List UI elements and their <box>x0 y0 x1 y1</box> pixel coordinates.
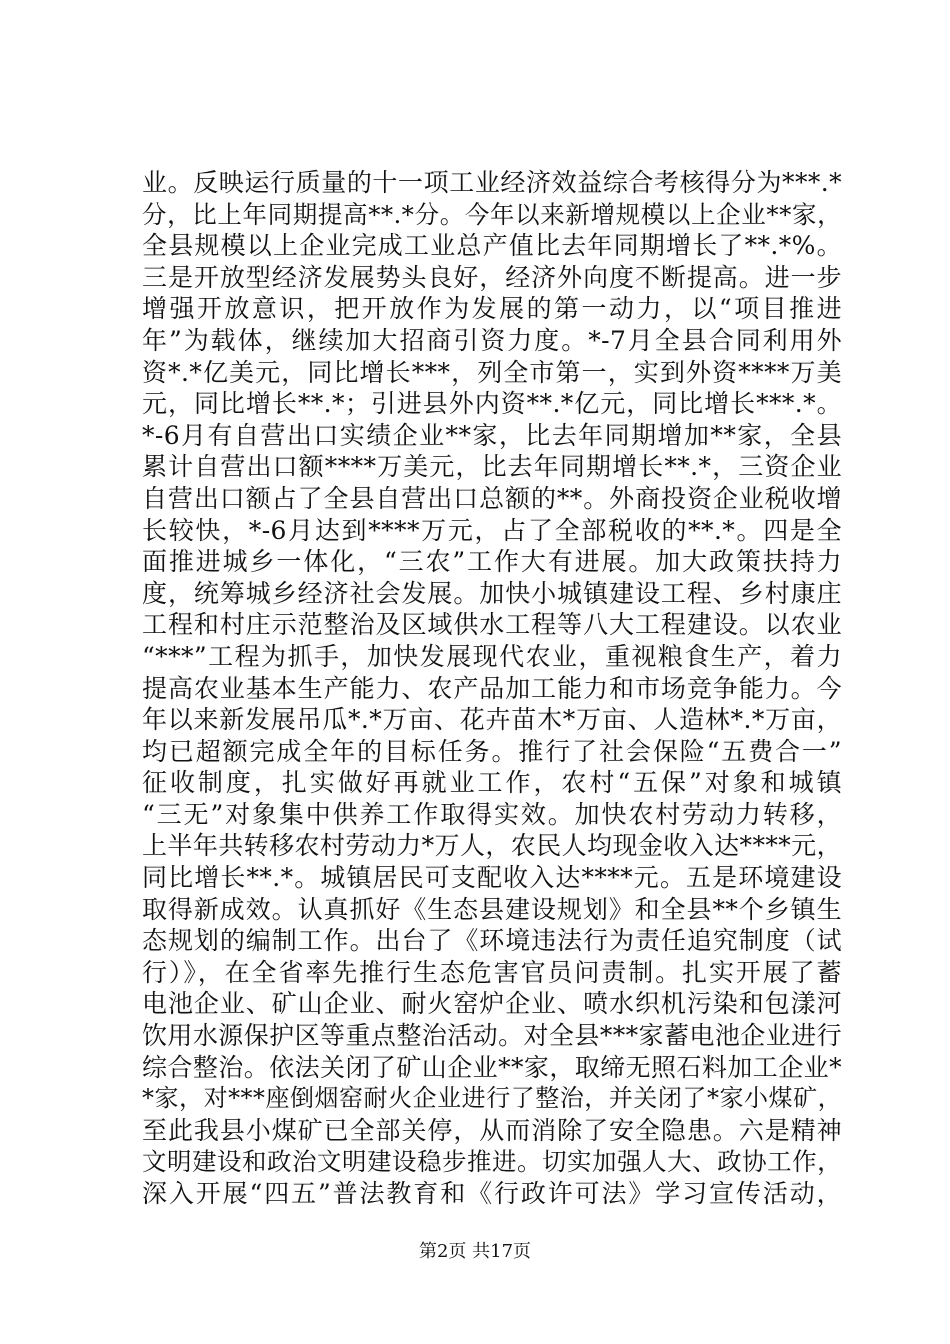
text-line: “三无”对象集中供养工作取得实效。加快农村劳动力转移， <box>142 799 842 829</box>
text-line: 饮用水源保护区等重点整治活动。对全县***家蓄电池企业进行 <box>142 1021 842 1051</box>
text-line: 上半年共转移农村劳动力*万人，农民人均现金收入达****元， <box>142 831 842 861</box>
text-line: *-6月有自营出口实绩企业**家，比去年同期增加**家，全县 <box>142 420 842 450</box>
text-line: 同比增长**.*。城镇居民可支配收入达****元。五是环境建设 <box>142 863 842 893</box>
text-line: 取得新成效。认真抓好《生态县建设规划》和全县**个乡镇生 <box>142 894 842 924</box>
text-line: 资*.*亿美元，同比增长***，列全市第一，实到外资****万美 <box>142 357 842 387</box>
page-number-footer: 第2页 共17页 <box>418 1241 532 1262</box>
text-line: 工程和村庄示范整治及区域供水工程等八大工程建设。以农业 <box>142 610 842 640</box>
text-line: 态规划的编制工作。出台了《环境违法行为责任追究制度（试 <box>142 926 842 956</box>
text-line: 均已超额完成全年的目标任务。推行了社会保险“五费合一” <box>142 736 842 766</box>
text-line: 征收制度，扎实做好再就业工作，农村“五保”对象和城镇 <box>142 768 842 798</box>
text-line: 深入开展“四五”普法教育和《行政许可法》学习宣传活动， <box>142 1179 842 1208</box>
text-line: 文明建设和政治文明建设稳步推进。切实加强人大、政协工作， <box>142 1147 842 1177</box>
text-line: “***”工程为抓手，加快发展现代农业，重视粮食生产，着力 <box>142 641 842 671</box>
text-line: 长较快，*-6月达到****万元，占了全部税收的**.*。四是全 <box>142 515 842 545</box>
text-line: 至此我县小煤矿已全部关停，从而消除了安全隐患。六是精神 <box>142 1115 842 1145</box>
text-line: 年”为载体，继续加大招商引资力度。*-7月全县合同利用外 <box>142 325 842 355</box>
text-line: 元，同比增长**.*；引进县外内资**.*亿元，同比增长***.*。 <box>142 389 842 419</box>
text-line: 业。反映运行质量的十一项工业经济效益综合考核得分为***.* <box>142 168 842 197</box>
text-line: *家，对***座倒烟窑耐火企业进行了整治，并关闭了*家小煤矿， <box>142 1084 842 1113</box>
document-body <box>142 167 842 1210</box>
text-line: 年以来新发展吊瓜*.*万亩、花卉苗木*万亩、人造林*.*万亩， <box>142 705 842 735</box>
text-line: 分，比上年同期提高**.*分。今年以来新增规模以上企业**家， <box>142 199 842 229</box>
text-line: 面推进城乡一体化，“三农”工作大有进展。加大政策扶持力 <box>142 547 842 577</box>
text-line: 行）》，在全省率先推行生态危害官员问责制。扎实开展了蓄 <box>142 957 842 987</box>
text-line: 综合整治。依法关闭了矿山企业**家，取缔无照石料加工企业* <box>142 1052 842 1082</box>
text-line: 累计自营出口额****万美元，比去年同期增长**.*，三资企业 <box>142 452 842 482</box>
text-line: 三是开放型经济发展势头良好，经济外向度不断提高。进一步 <box>142 262 842 292</box>
text-line: 提高农业基本生产能力、农产品加工能力和市场竞争能力。今 <box>142 673 842 703</box>
text-line: 自营出口额占了全县自营出口总额的**。外商投资企业税收增 <box>142 483 842 513</box>
text-line: 电池企业、矿山企业、耐火窑炉企业、喷水织机污染和包漾河 <box>142 989 842 1019</box>
text-line: 增强开放意识，把开放作为发展的第一动力，以“项目推进 <box>142 294 842 324</box>
text-line: 全县规模以上企业完成工业总产值比去年同期增长了**.*%。 <box>142 231 842 261</box>
text-line: 度，统筹城乡经济社会发展。加快小城镇建设工程、乡村康庄 <box>142 578 842 608</box>
